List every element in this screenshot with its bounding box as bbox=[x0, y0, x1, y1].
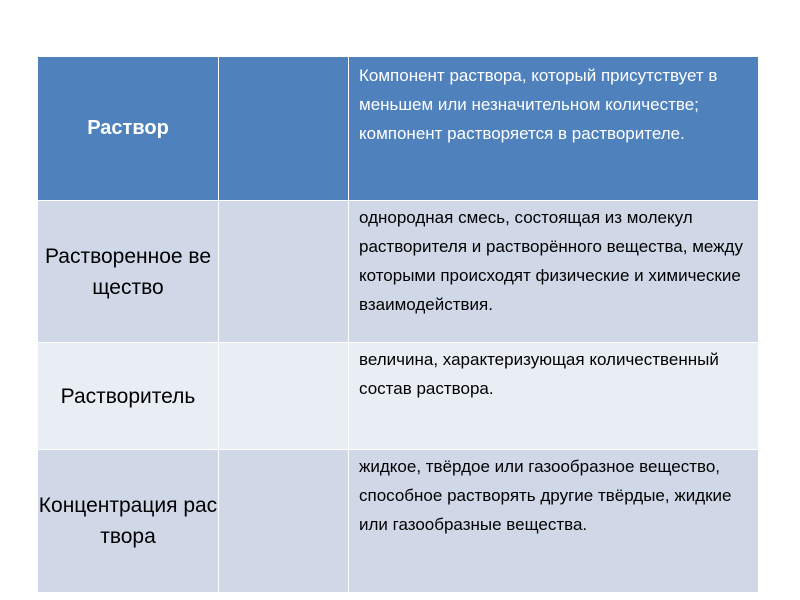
definition-cell: однородная смесь, состоящая из молекул растворителя и растворённого вещества, между которыми происходят физические и химические взаимодействия. bbox=[349, 201, 759, 343]
definition-cell: жидкое, твёрдое или газообразное вещество, способное растворять другие твёрдые, жидкие или газообразные вещества. bbox=[349, 450, 759, 593]
definition-cell: величина, характеризующая количественный состав раствора. bbox=[349, 343, 759, 450]
table-row bbox=[38, 450, 759, 593]
term-cell: Раствор bbox=[38, 57, 219, 201]
empty-cell bbox=[219, 343, 349, 450]
table-row bbox=[38, 201, 759, 343]
table-row bbox=[38, 343, 759, 450]
definition-cell: Компонент раствора, который присутствует в меньшем или незначительном количестве; компонент растворяется в растворителе. bbox=[349, 57, 759, 201]
term-cell: Растворитель bbox=[38, 343, 219, 450]
term-cell: Растворенное вещество bbox=[38, 201, 219, 343]
empty-cell bbox=[219, 201, 349, 343]
empty-cell bbox=[219, 450, 349, 593]
term-cell: Концентрация раствора bbox=[38, 450, 219, 593]
table-row bbox=[38, 57, 759, 201]
empty-cell bbox=[219, 57, 349, 201]
terms-table bbox=[37, 56, 759, 593]
